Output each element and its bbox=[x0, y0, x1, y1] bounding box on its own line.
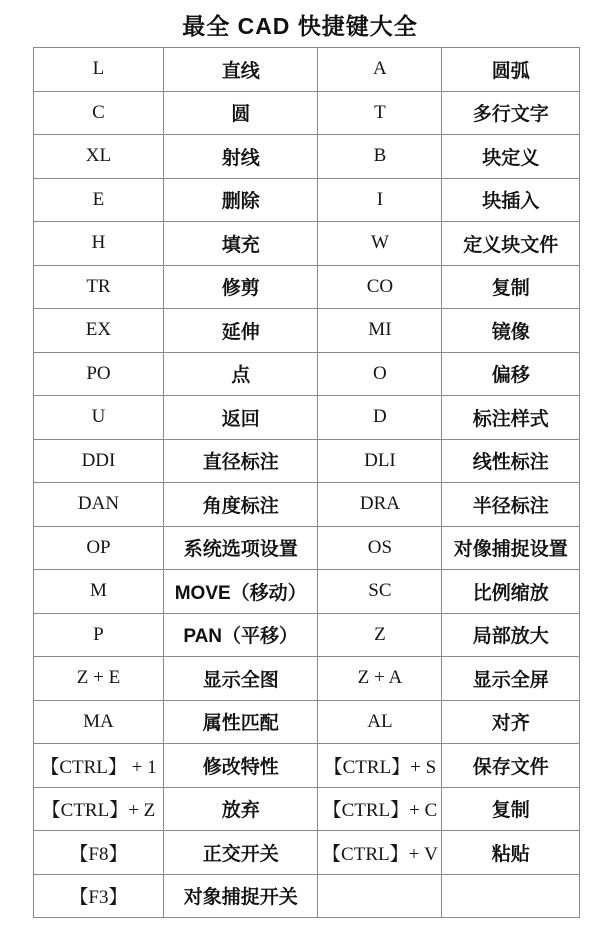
function-cell: 圆 bbox=[163, 91, 318, 135]
function-cell: 延伸 bbox=[163, 309, 318, 353]
function-cell: 块定义 bbox=[442, 135, 580, 179]
key-cell: W bbox=[318, 222, 442, 266]
function-cell: PAN（平移） bbox=[163, 613, 318, 657]
key-cell: OS bbox=[318, 526, 442, 570]
function-cell bbox=[442, 874, 580, 918]
key-cell: 【F3】 bbox=[34, 874, 164, 918]
key-cell: PO bbox=[34, 352, 164, 396]
key-cell: Z bbox=[318, 613, 442, 657]
table-row bbox=[34, 178, 580, 222]
key-cell: E bbox=[34, 178, 164, 222]
table-row bbox=[34, 787, 580, 831]
key-cell: EX bbox=[34, 309, 164, 353]
function-cell: 返回 bbox=[163, 396, 318, 440]
key-cell: DLI bbox=[318, 439, 442, 483]
table-row bbox=[34, 831, 580, 875]
function-cell: 半径标注 bbox=[442, 483, 580, 527]
key-cell: TR bbox=[34, 265, 164, 309]
function-cell: 对象捕捉开关 bbox=[163, 874, 318, 918]
key-cell: AL bbox=[318, 700, 442, 744]
function-cell: 角度标注 bbox=[163, 483, 318, 527]
function-cell: 对像捕捉设置 bbox=[442, 526, 580, 570]
function-cell: 块插入 bbox=[442, 178, 580, 222]
key-cell: H bbox=[34, 222, 164, 266]
shortcut-table bbox=[33, 47, 580, 918]
function-cell: 比例缩放 bbox=[442, 570, 580, 614]
key-cell: T bbox=[318, 91, 442, 135]
function-cell: 射线 bbox=[163, 135, 318, 179]
key-cell: OP bbox=[34, 526, 164, 570]
table-row bbox=[34, 526, 580, 570]
table-row bbox=[34, 91, 580, 135]
function-cell: 系统选项设置 bbox=[163, 526, 318, 570]
key-cell: MA bbox=[34, 700, 164, 744]
function-cell: 圆弧 bbox=[442, 48, 580, 92]
table-row bbox=[34, 613, 580, 657]
table-row bbox=[34, 657, 580, 701]
function-cell: 直径标注 bbox=[163, 439, 318, 483]
function-cell: 删除 bbox=[163, 178, 318, 222]
key-cell: 【CTRL】+ S bbox=[318, 744, 442, 788]
table-row bbox=[34, 874, 580, 918]
key-cell: MI bbox=[318, 309, 442, 353]
function-cell: 多行文字 bbox=[442, 91, 580, 135]
table-row bbox=[34, 744, 580, 788]
function-cell: 局部放大 bbox=[442, 613, 580, 657]
function-cell: 镜像 bbox=[442, 309, 580, 353]
function-cell: 修剪 bbox=[163, 265, 318, 309]
function-cell: 直线 bbox=[163, 48, 318, 92]
key-cell: Z + A bbox=[318, 657, 442, 701]
function-cell: 点 bbox=[163, 352, 318, 396]
key-cell: 【F8】 bbox=[34, 831, 164, 875]
key-cell: 【CTRL】 + 1 bbox=[34, 744, 164, 788]
key-cell: DRA bbox=[318, 483, 442, 527]
key-cell: B bbox=[318, 135, 442, 179]
function-cell: MOVE（移动） bbox=[163, 570, 318, 614]
key-cell: XL bbox=[34, 135, 164, 179]
key-cell: 【CTRL】+ V bbox=[318, 831, 442, 875]
key-cell: O bbox=[318, 352, 442, 396]
key-cell: U bbox=[34, 396, 164, 440]
table-row bbox=[34, 222, 580, 266]
key-cell: I bbox=[318, 178, 442, 222]
function-cell: 显示全图 bbox=[163, 657, 318, 701]
function-cell: 复制 bbox=[442, 265, 580, 309]
function-cell: 偏移 bbox=[442, 352, 580, 396]
function-cell: 保存文件 bbox=[442, 744, 580, 788]
table-row bbox=[34, 439, 580, 483]
function-cell: 线性标注 bbox=[442, 439, 580, 483]
table-row bbox=[34, 352, 580, 396]
function-cell: 定义块文件 bbox=[442, 222, 580, 266]
key-cell: 【CTRL】+ Z bbox=[34, 787, 164, 831]
key-cell: D bbox=[318, 396, 442, 440]
key-cell: L bbox=[34, 48, 164, 92]
function-cell: 修改特性 bbox=[163, 744, 318, 788]
key-cell: SC bbox=[318, 570, 442, 614]
shortcut-table-body bbox=[34, 48, 580, 918]
function-cell: 粘贴 bbox=[442, 831, 580, 875]
function-cell: 属性匹配 bbox=[163, 700, 318, 744]
key-cell: P bbox=[34, 613, 164, 657]
table-row bbox=[34, 309, 580, 353]
function-cell: 标注样式 bbox=[442, 396, 580, 440]
key-cell: A bbox=[318, 48, 442, 92]
key-cell: Z + E bbox=[34, 657, 164, 701]
function-cell: 正交开关 bbox=[163, 831, 318, 875]
key-cell bbox=[318, 874, 442, 918]
key-cell: CO bbox=[318, 265, 442, 309]
table-row bbox=[34, 265, 580, 309]
table-row bbox=[34, 48, 580, 92]
function-cell: 填充 bbox=[163, 222, 318, 266]
table-row bbox=[34, 135, 580, 179]
page-title: 最全 CAD 快捷键大全 bbox=[182, 13, 418, 39]
table-row bbox=[34, 700, 580, 744]
function-cell: 显示全屏 bbox=[442, 657, 580, 701]
key-cell: DDI bbox=[34, 439, 164, 483]
key-cell: M bbox=[34, 570, 164, 614]
key-cell: C bbox=[34, 91, 164, 135]
table-row bbox=[34, 570, 580, 614]
table-row bbox=[34, 483, 580, 527]
key-cell: 【CTRL】+ C bbox=[318, 787, 442, 831]
key-cell: DAN bbox=[34, 483, 164, 527]
function-cell: 复制 bbox=[442, 787, 580, 831]
function-cell: 放弃 bbox=[163, 787, 318, 831]
function-cell: 对齐 bbox=[442, 700, 580, 744]
table-row bbox=[34, 396, 580, 440]
